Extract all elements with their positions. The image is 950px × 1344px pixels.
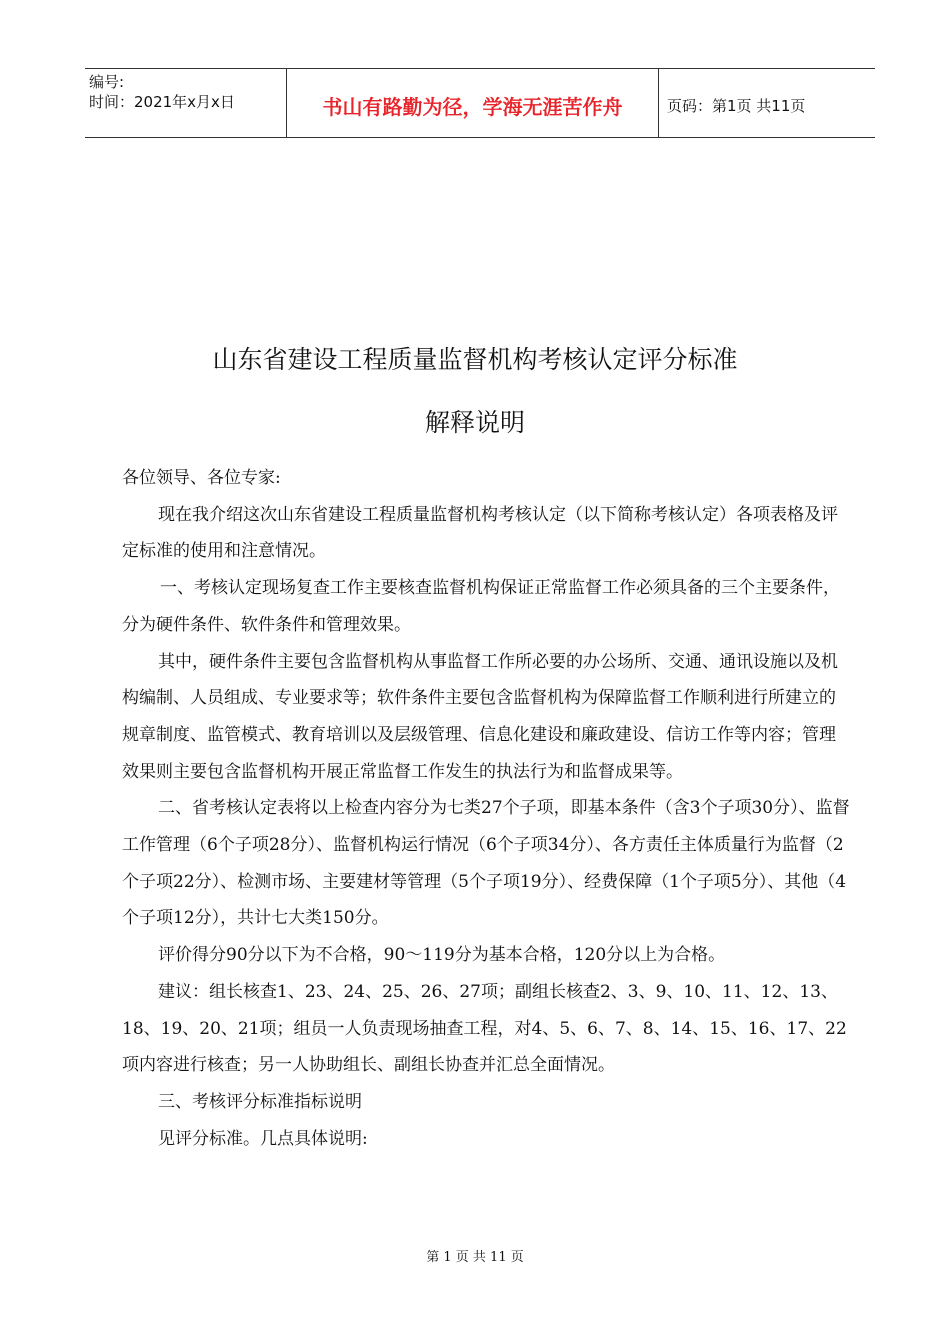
number-label: 编号: bbox=[89, 73, 125, 91]
document-body bbox=[122, 460, 850, 1157]
hardware-software-paragraph: 其中，硬件条件主要包含监督机构从事监督工作所必要的办公场所、交通、通讯设施以及机构编制、人员组成、专业要求等；软件条件主要包含监督机构为保障监督工作顺利进行所建立的规章制度、监管模式、教育培训以及层级管理、信息化建设和廉政建设、信访工作等内容；管理效果则主要包含监督机构开展正常监督工作发生的执法行为和监督成果等。 bbox=[122, 651, 838, 782]
time-label: 时间：2021年x月x日 bbox=[89, 93, 235, 111]
suggestion-paragraph: 建议：组长核查1、23、24、25、26、27项；副组长核查2、3、9、10、11、12、13、18、19、20、21项；组员一人负责现场抽查工程，对4、5、6、7、8、14、15、16、17、22项内容进行核查；另一人协助组长、副组长协查并汇总全面情况。 bbox=[122, 981, 847, 1076]
header-meta-cell bbox=[85, 69, 287, 137]
section-one-paragraph: 一、考核认定现场复查工作主要核查监督机构保证正常监督工作必须具备的三个主要条件，分为硬件条件、软件条件和管理效果。 bbox=[122, 578, 840, 635]
document-subtitle: 解释说明 bbox=[424, 408, 525, 437]
page-footer: 第 1 页 共 11 页 bbox=[426, 1250, 524, 1265]
section-two-paragraph: 二、省考核认定表将以上检查内容分为七类27个子项，即基本条件（含3个子项30分）、监督工作管理（6个子项28分）、监督机构运行情况（6个子项34分）、各方责任主体质量行为监督（2个子项22分）、检测市场、主要建材等管理（5个子项19分）、经费保障（1个子项5分）、其他（4个子项12分），共计七大类150分。 bbox=[122, 798, 850, 929]
intro-paragraph: 现在我介绍这次山东省建设工程质量监督机构考核认定（以下简称考核认定）各项表格及评定标准的使用和注意情况。 bbox=[122, 504, 838, 562]
header-motto: 书山有路勤为径，学海无涯苦作舟 bbox=[287, 69, 659, 137]
document-title: 山东省建设工程质量监督机构考核认定评分标准 bbox=[212, 345, 738, 374]
section-three-heading: 三、考核评分标准指标说明 bbox=[158, 1091, 362, 1112]
salutation-paragraph: 各位领导、各位专家: bbox=[122, 468, 281, 488]
details-paragraph: 见评分标准。几点具体说明: bbox=[158, 1128, 368, 1149]
header-page-info: 页码：第1页 共11页 bbox=[667, 96, 806, 115]
page-header bbox=[85, 68, 875, 138]
score-criteria-paragraph: 评价得分90分以下为不合格，90～119分为基本合格，120分以上为合格。 bbox=[158, 945, 726, 966]
